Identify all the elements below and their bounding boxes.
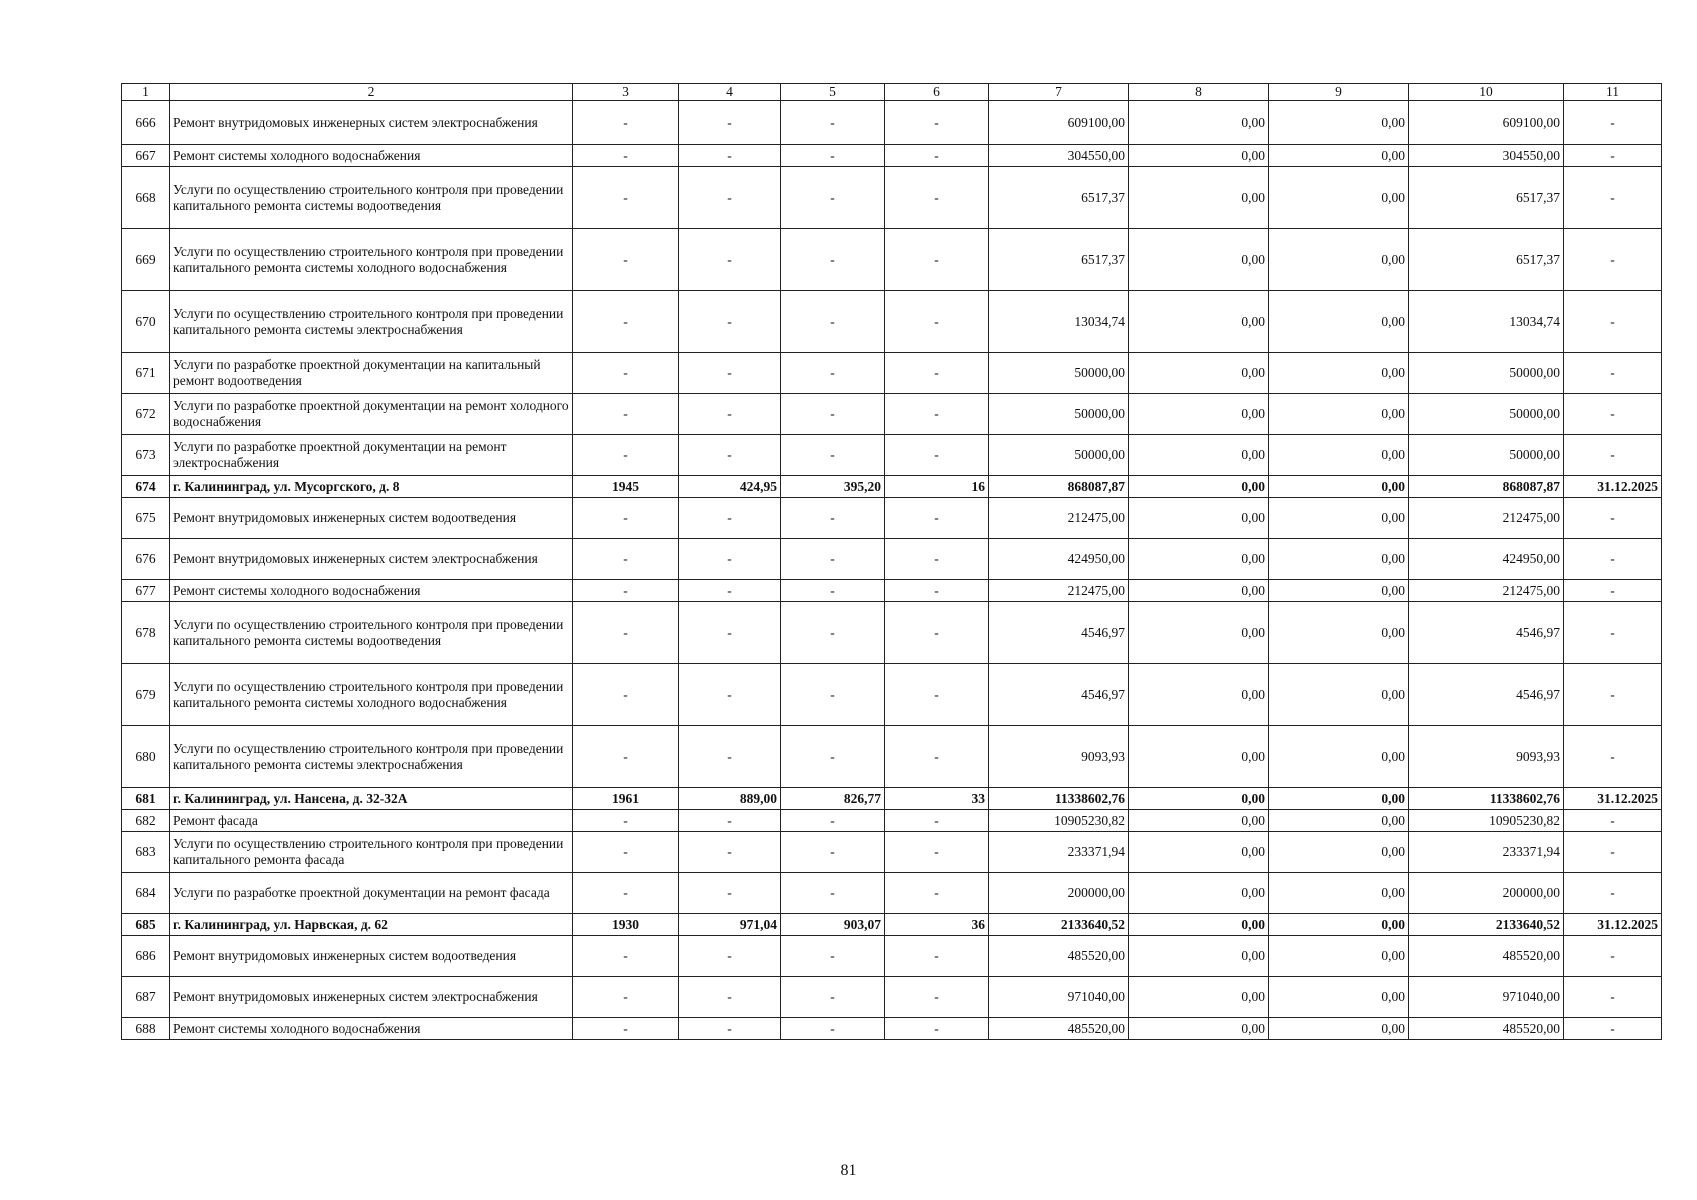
cell-owner-cost: 0,00 bbox=[1269, 977, 1409, 1018]
cell-regional-cost: 9093,93 bbox=[1409, 726, 1564, 788]
cell-total-area: - bbox=[679, 394, 781, 435]
cell-living-area: - bbox=[781, 145, 885, 167]
cell-completion-date: - bbox=[1564, 1018, 1662, 1040]
cell-living-area: - bbox=[781, 498, 885, 539]
cell-total-area: - bbox=[679, 936, 781, 977]
table-row bbox=[122, 726, 1662, 788]
cell-total-area: 424,95 bbox=[679, 476, 781, 498]
cell-living-area: - bbox=[781, 977, 885, 1018]
cell-year: - bbox=[573, 101, 679, 145]
cell-owner-cost: 0,00 bbox=[1269, 810, 1409, 832]
cell-year: - bbox=[573, 435, 679, 476]
cell-work-name: Услуги по разработке проектной документации на ремонт электроснабжения bbox=[170, 435, 573, 476]
table-row bbox=[122, 810, 1662, 832]
cell-regional-cost: 50000,00 bbox=[1409, 435, 1564, 476]
header-cell: 3 bbox=[573, 84, 679, 101]
cell-owner-cost: 0,00 bbox=[1269, 539, 1409, 580]
cell-regional-cost: 971040,00 bbox=[1409, 977, 1564, 1018]
cell-living-area: - bbox=[781, 580, 885, 602]
cell-residents: 33 bbox=[885, 788, 989, 810]
cell-living-area: - bbox=[781, 101, 885, 145]
cell-row-number: 678 bbox=[122, 602, 170, 664]
cell-living-area: 826,77 bbox=[781, 788, 885, 810]
cell-total-area: - bbox=[679, 353, 781, 394]
cell-row-number: 671 bbox=[122, 353, 170, 394]
cell-fund-cost: 0,00 bbox=[1129, 539, 1269, 580]
cell-living-area: - bbox=[781, 394, 885, 435]
cell-total-area: - bbox=[679, 1018, 781, 1040]
cell-row-number: 684 bbox=[122, 873, 170, 914]
cell-completion-date: - bbox=[1564, 353, 1662, 394]
cell-total-area: - bbox=[679, 145, 781, 167]
cell-total-cost: 2133640,52 bbox=[989, 914, 1129, 936]
cell-row-number: 683 bbox=[122, 832, 170, 873]
cell-living-area: - bbox=[781, 229, 885, 291]
cell-living-area: - bbox=[781, 664, 885, 726]
cell-total-cost: 868087,87 bbox=[989, 476, 1129, 498]
cell-row-number: 685 bbox=[122, 914, 170, 936]
cell-living-area: 903,07 bbox=[781, 914, 885, 936]
cell-living-area: - bbox=[781, 810, 885, 832]
cell-total-cost: 50000,00 bbox=[989, 435, 1129, 476]
cell-year: - bbox=[573, 539, 679, 580]
cell-total-area: - bbox=[679, 498, 781, 539]
cell-year: - bbox=[573, 832, 679, 873]
table-row bbox=[122, 664, 1662, 726]
cell-total-cost: 200000,00 bbox=[989, 873, 1129, 914]
cell-work-name: Ремонт внутридомовых инженерных систем электроснабжения bbox=[170, 101, 573, 145]
cell-row-number: 676 bbox=[122, 539, 170, 580]
cell-completion-date: - bbox=[1564, 936, 1662, 977]
cell-residents: - bbox=[885, 726, 989, 788]
cell-row-number: 681 bbox=[122, 788, 170, 810]
cell-regional-cost: 4546,97 bbox=[1409, 602, 1564, 664]
cell-total-area: 889,00 bbox=[679, 788, 781, 810]
cell-completion-date: - bbox=[1564, 832, 1662, 873]
cell-work-name: Услуги по осуществлению строительного контроля при проведении капитального ремонта системы электроснабжения bbox=[170, 291, 573, 353]
cell-residents: - bbox=[885, 101, 989, 145]
table-row bbox=[122, 394, 1662, 435]
cell-owner-cost: 0,00 bbox=[1269, 101, 1409, 145]
cell-total-area: - bbox=[679, 291, 781, 353]
cell-owner-cost: 0,00 bbox=[1269, 726, 1409, 788]
cell-owner-cost: 0,00 bbox=[1269, 832, 1409, 873]
cell-row-number: 672 bbox=[122, 394, 170, 435]
cell-owner-cost: 0,00 bbox=[1269, 353, 1409, 394]
cell-living-area: - bbox=[781, 167, 885, 229]
table-row bbox=[122, 936, 1662, 977]
cell-regional-cost: 485520,00 bbox=[1409, 936, 1564, 977]
table-row bbox=[122, 101, 1662, 145]
cell-year: - bbox=[573, 498, 679, 539]
cell-living-area: - bbox=[781, 936, 885, 977]
cell-residents: - bbox=[885, 435, 989, 476]
cell-completion-date: 31.12.2025 bbox=[1564, 788, 1662, 810]
cell-year: - bbox=[573, 977, 679, 1018]
cell-total-cost: 6517,37 bbox=[989, 229, 1129, 291]
cell-regional-cost: 609100,00 bbox=[1409, 101, 1564, 145]
cell-fund-cost: 0,00 bbox=[1129, 664, 1269, 726]
cell-work-name: Услуги по осуществлению строительного контроля при проведении капитального ремонта системы электроснабжения bbox=[170, 726, 573, 788]
cell-work-name: Ремонт системы холодного водоснабжения bbox=[170, 580, 573, 602]
cell-living-area: - bbox=[781, 1018, 885, 1040]
cell-completion-date: - bbox=[1564, 291, 1662, 353]
cell-total-area: - bbox=[679, 977, 781, 1018]
cell-row-number: 687 bbox=[122, 977, 170, 1018]
cell-regional-cost: 13034,74 bbox=[1409, 291, 1564, 353]
cell-owner-cost: 0,00 bbox=[1269, 602, 1409, 664]
cell-residents: - bbox=[885, 580, 989, 602]
cell-fund-cost: 0,00 bbox=[1129, 291, 1269, 353]
cell-work-name: Услуги по осуществлению строительного контроля при проведении капитального ремонта системы холодного водоснабжения bbox=[170, 229, 573, 291]
cell-regional-cost: 10905230,82 bbox=[1409, 810, 1564, 832]
cell-total-area: - bbox=[679, 810, 781, 832]
cell-work-name: Услуги по осуществлению строительного контроля при проведении капитального ремонта фасада bbox=[170, 832, 573, 873]
cell-fund-cost: 0,00 bbox=[1129, 435, 1269, 476]
cell-owner-cost: 0,00 bbox=[1269, 914, 1409, 936]
cell-row-number: 674 bbox=[122, 476, 170, 498]
cell-total-cost: 212475,00 bbox=[989, 498, 1129, 539]
cell-year: - bbox=[573, 664, 679, 726]
cell-row-number: 677 bbox=[122, 580, 170, 602]
header-cell: 2 bbox=[170, 84, 573, 101]
header-cell: 5 bbox=[781, 84, 885, 101]
cell-owner-cost: 0,00 bbox=[1269, 580, 1409, 602]
cell-living-area: - bbox=[781, 291, 885, 353]
cell-year: 1930 bbox=[573, 914, 679, 936]
cell-year: - bbox=[573, 580, 679, 602]
cell-regional-cost: 200000,00 bbox=[1409, 873, 1564, 914]
cell-completion-date: - bbox=[1564, 167, 1662, 229]
cell-total-cost: 212475,00 bbox=[989, 580, 1129, 602]
cell-total-cost: 10905230,82 bbox=[989, 810, 1129, 832]
cell-row-number: 667 bbox=[122, 145, 170, 167]
table-row bbox=[122, 602, 1662, 664]
cell-work-name: Ремонт внутридомовых инженерных систем электроснабжения bbox=[170, 977, 573, 1018]
cell-residents: - bbox=[885, 539, 989, 580]
cell-row-number: 668 bbox=[122, 167, 170, 229]
cell-total-area: - bbox=[679, 229, 781, 291]
cell-residents: - bbox=[885, 167, 989, 229]
table-row bbox=[122, 914, 1662, 936]
cell-owner-cost: 0,00 bbox=[1269, 788, 1409, 810]
cell-work-name: Ремонт внутридомовых инженерных систем водоотведения bbox=[170, 936, 573, 977]
header-cell: 10 bbox=[1409, 84, 1564, 101]
cell-owner-cost: 0,00 bbox=[1269, 1018, 1409, 1040]
table-row bbox=[122, 788, 1662, 810]
cell-residents: - bbox=[885, 810, 989, 832]
cell-fund-cost: 0,00 bbox=[1129, 394, 1269, 435]
cell-fund-cost: 0,00 bbox=[1129, 936, 1269, 977]
cell-year: - bbox=[573, 229, 679, 291]
cell-completion-date: - bbox=[1564, 580, 1662, 602]
cell-owner-cost: 0,00 bbox=[1269, 435, 1409, 476]
table-row bbox=[122, 476, 1662, 498]
cell-owner-cost: 0,00 bbox=[1269, 936, 1409, 977]
cell-total-cost: 485520,00 bbox=[989, 936, 1129, 977]
cell-residents: - bbox=[885, 832, 989, 873]
cell-completion-date: - bbox=[1564, 873, 1662, 914]
cell-residents: - bbox=[885, 291, 989, 353]
cell-work-name: г. Калининград, ул. Нансена, д. 32-32А bbox=[170, 788, 573, 810]
cell-year: - bbox=[573, 873, 679, 914]
cell-total-area: - bbox=[679, 726, 781, 788]
cell-work-name: Ремонт внутридомовых инженерных систем водоотведения bbox=[170, 498, 573, 539]
cell-work-name: Услуги по осуществлению строительного контроля при проведении капитального ремонта системы водоотведения bbox=[170, 602, 573, 664]
cell-fund-cost: 0,00 bbox=[1129, 873, 1269, 914]
cell-row-number: 686 bbox=[122, 936, 170, 977]
cell-regional-cost: 11338602,76 bbox=[1409, 788, 1564, 810]
header-cell: 11 bbox=[1564, 84, 1662, 101]
cell-fund-cost: 0,00 bbox=[1129, 726, 1269, 788]
table-row bbox=[122, 832, 1662, 873]
cell-work-name: г. Калининград, ул. Мусоргского, д. 8 bbox=[170, 476, 573, 498]
cell-total-area: - bbox=[679, 539, 781, 580]
cell-completion-date: - bbox=[1564, 498, 1662, 539]
cell-total-area: - bbox=[679, 580, 781, 602]
cell-total-cost: 13034,74 bbox=[989, 291, 1129, 353]
table-row bbox=[122, 539, 1662, 580]
cell-residents: - bbox=[885, 977, 989, 1018]
table-row bbox=[122, 229, 1662, 291]
cell-year: 1945 bbox=[573, 476, 679, 498]
table-row bbox=[122, 1018, 1662, 1040]
cell-living-area: 395,20 bbox=[781, 476, 885, 498]
cell-row-number: 666 bbox=[122, 101, 170, 145]
cell-residents: - bbox=[885, 1018, 989, 1040]
cell-total-area: - bbox=[679, 167, 781, 229]
cell-year: - bbox=[573, 810, 679, 832]
cell-residents: - bbox=[885, 936, 989, 977]
cell-total-cost: 609100,00 bbox=[989, 101, 1129, 145]
cell-regional-cost: 485520,00 bbox=[1409, 1018, 1564, 1040]
cell-completion-date: - bbox=[1564, 101, 1662, 145]
cell-year: - bbox=[573, 291, 679, 353]
cell-fund-cost: 0,00 bbox=[1129, 832, 1269, 873]
cell-living-area: - bbox=[781, 873, 885, 914]
cell-living-area: - bbox=[781, 539, 885, 580]
cell-regional-cost: 4546,97 bbox=[1409, 664, 1564, 726]
cell-completion-date: - bbox=[1564, 229, 1662, 291]
cell-owner-cost: 0,00 bbox=[1269, 145, 1409, 167]
header-cell: 9 bbox=[1269, 84, 1409, 101]
header-cell: 4 bbox=[679, 84, 781, 101]
cell-completion-date: - bbox=[1564, 602, 1662, 664]
cell-regional-cost: 50000,00 bbox=[1409, 353, 1564, 394]
cell-total-area: 971,04 bbox=[679, 914, 781, 936]
cell-regional-cost: 212475,00 bbox=[1409, 498, 1564, 539]
cell-regional-cost: 2133640,52 bbox=[1409, 914, 1564, 936]
cell-fund-cost: 0,00 bbox=[1129, 229, 1269, 291]
cell-total-area: - bbox=[679, 873, 781, 914]
cell-row-number: 670 bbox=[122, 291, 170, 353]
cell-owner-cost: 0,00 bbox=[1269, 873, 1409, 914]
cell-residents: - bbox=[885, 394, 989, 435]
cell-year: - bbox=[573, 145, 679, 167]
cell-owner-cost: 0,00 bbox=[1269, 229, 1409, 291]
cell-total-cost: 233371,94 bbox=[989, 832, 1129, 873]
cell-living-area: - bbox=[781, 435, 885, 476]
cell-work-name: Услуги по разработке проектной документации на ремонт холодного водоснабжения bbox=[170, 394, 573, 435]
cell-regional-cost: 424950,00 bbox=[1409, 539, 1564, 580]
cell-owner-cost: 0,00 bbox=[1269, 476, 1409, 498]
cell-work-name: Ремонт системы холодного водоснабжения bbox=[170, 1018, 573, 1040]
cell-fund-cost: 0,00 bbox=[1129, 580, 1269, 602]
cell-fund-cost: 0,00 bbox=[1129, 167, 1269, 229]
cell-total-cost: 50000,00 bbox=[989, 394, 1129, 435]
cell-completion-date: - bbox=[1564, 539, 1662, 580]
cell-completion-date: - bbox=[1564, 394, 1662, 435]
cell-residents: - bbox=[885, 229, 989, 291]
cell-owner-cost: 0,00 bbox=[1269, 664, 1409, 726]
cell-year: - bbox=[573, 602, 679, 664]
table-body bbox=[122, 84, 1662, 1040]
cell-fund-cost: 0,00 bbox=[1129, 602, 1269, 664]
table-row bbox=[122, 145, 1662, 167]
table-row bbox=[122, 167, 1662, 229]
cell-completion-date: 31.12.2025 bbox=[1564, 914, 1662, 936]
cell-residents: - bbox=[885, 664, 989, 726]
cell-total-cost: 4546,97 bbox=[989, 664, 1129, 726]
cell-residents: - bbox=[885, 602, 989, 664]
cell-completion-date: - bbox=[1564, 145, 1662, 167]
cell-regional-cost: 6517,37 bbox=[1409, 167, 1564, 229]
table-row bbox=[122, 353, 1662, 394]
cell-completion-date: - bbox=[1564, 810, 1662, 832]
cell-year: 1961 bbox=[573, 788, 679, 810]
cell-year: - bbox=[573, 726, 679, 788]
cell-work-name: Ремонт фасада bbox=[170, 810, 573, 832]
cell-fund-cost: 0,00 bbox=[1129, 498, 1269, 539]
cell-total-area: - bbox=[679, 832, 781, 873]
cell-regional-cost: 212475,00 bbox=[1409, 580, 1564, 602]
cell-work-name: Услуги по осуществлению строительного контроля при проведении капитального ремонта системы водоотведения bbox=[170, 167, 573, 229]
cell-fund-cost: 0,00 bbox=[1129, 353, 1269, 394]
cell-total-cost: 971040,00 bbox=[989, 977, 1129, 1018]
cell-living-area: - bbox=[781, 832, 885, 873]
cell-row-number: 669 bbox=[122, 229, 170, 291]
cell-year: - bbox=[573, 353, 679, 394]
cell-completion-date: - bbox=[1564, 726, 1662, 788]
header-cell: 7 bbox=[989, 84, 1129, 101]
cell-regional-cost: 233371,94 bbox=[1409, 832, 1564, 873]
cell-living-area: - bbox=[781, 726, 885, 788]
cell-row-number: 680 bbox=[122, 726, 170, 788]
header-cell: 6 bbox=[885, 84, 989, 101]
cell-total-area: - bbox=[679, 435, 781, 476]
header-row bbox=[122, 84, 1662, 101]
cell-work-name: Услуги по разработке проектной документации на капитальный ремонт водоотведения bbox=[170, 353, 573, 394]
cell-fund-cost: 0,00 bbox=[1129, 145, 1269, 167]
cell-work-name: Услуги по осуществлению строительного контроля при проведении капитального ремонта системы холодного водоснабжения bbox=[170, 664, 573, 726]
cell-row-number: 688 bbox=[122, 1018, 170, 1040]
cell-living-area: - bbox=[781, 353, 885, 394]
cell-work-name: Ремонт внутридомовых инженерных систем электроснабжения bbox=[170, 539, 573, 580]
page-number: 81 bbox=[840, 1162, 857, 1179]
cell-residents: 16 bbox=[885, 476, 989, 498]
cell-work-name: Услуги по разработке проектной документации на ремонт фасада bbox=[170, 873, 573, 914]
cell-total-area: - bbox=[679, 101, 781, 145]
cell-fund-cost: 0,00 bbox=[1129, 101, 1269, 145]
cell-year: - bbox=[573, 1018, 679, 1040]
cell-total-area: - bbox=[679, 664, 781, 726]
cell-residents: 36 bbox=[885, 914, 989, 936]
table-row bbox=[122, 580, 1662, 602]
cell-fund-cost: 0,00 bbox=[1129, 476, 1269, 498]
cell-fund-cost: 0,00 bbox=[1129, 977, 1269, 1018]
cell-regional-cost: 6517,37 bbox=[1409, 229, 1564, 291]
cell-row-number: 675 bbox=[122, 498, 170, 539]
cell-year: - bbox=[573, 394, 679, 435]
data-table bbox=[121, 83, 1662, 1040]
cell-row-number: 679 bbox=[122, 664, 170, 726]
cell-residents: - bbox=[885, 145, 989, 167]
cell-total-cost: 6517,37 bbox=[989, 167, 1129, 229]
cell-owner-cost: 0,00 bbox=[1269, 167, 1409, 229]
table-row bbox=[122, 435, 1662, 476]
cell-owner-cost: 0,00 bbox=[1269, 394, 1409, 435]
cell-fund-cost: 0,00 bbox=[1129, 788, 1269, 810]
cell-total-cost: 424950,00 bbox=[989, 539, 1129, 580]
cell-total-cost: 304550,00 bbox=[989, 145, 1129, 167]
cell-row-number: 682 bbox=[122, 810, 170, 832]
table-row bbox=[122, 291, 1662, 353]
cell-total-cost: 50000,00 bbox=[989, 353, 1129, 394]
cell-row-number: 673 bbox=[122, 435, 170, 476]
cell-residents: - bbox=[885, 498, 989, 539]
cell-completion-date: - bbox=[1564, 977, 1662, 1018]
cell-year: - bbox=[573, 936, 679, 977]
cell-total-cost: 11338602,76 bbox=[989, 788, 1129, 810]
cell-year: - bbox=[573, 167, 679, 229]
cell-residents: - bbox=[885, 353, 989, 394]
cell-owner-cost: 0,00 bbox=[1269, 291, 1409, 353]
cell-completion-date: 31.12.2025 bbox=[1564, 476, 1662, 498]
header-cell: 1 bbox=[122, 84, 170, 101]
cell-fund-cost: 0,00 bbox=[1129, 810, 1269, 832]
header-cell: 8 bbox=[1129, 84, 1269, 101]
table-row bbox=[122, 977, 1662, 1018]
cell-total-area: - bbox=[679, 602, 781, 664]
cell-total-cost: 4546,97 bbox=[989, 602, 1129, 664]
table-row bbox=[122, 498, 1662, 539]
cell-owner-cost: 0,00 bbox=[1269, 498, 1409, 539]
cell-completion-date: - bbox=[1564, 664, 1662, 726]
cell-total-cost: 9093,93 bbox=[989, 726, 1129, 788]
cell-living-area: - bbox=[781, 602, 885, 664]
cell-residents: - bbox=[885, 873, 989, 914]
table-row bbox=[122, 873, 1662, 914]
cell-regional-cost: 50000,00 bbox=[1409, 394, 1564, 435]
cell-work-name: Ремонт системы холодного водоснабжения bbox=[170, 145, 573, 167]
cell-regional-cost: 304550,00 bbox=[1409, 145, 1564, 167]
cell-regional-cost: 868087,87 bbox=[1409, 476, 1564, 498]
cell-fund-cost: 0,00 bbox=[1129, 1018, 1269, 1040]
cell-total-cost: 485520,00 bbox=[989, 1018, 1129, 1040]
cell-fund-cost: 0,00 bbox=[1129, 914, 1269, 936]
cell-work-name: г. Калининград, ул. Нарвская, д. 62 bbox=[170, 914, 573, 936]
cell-completion-date: - bbox=[1564, 435, 1662, 476]
